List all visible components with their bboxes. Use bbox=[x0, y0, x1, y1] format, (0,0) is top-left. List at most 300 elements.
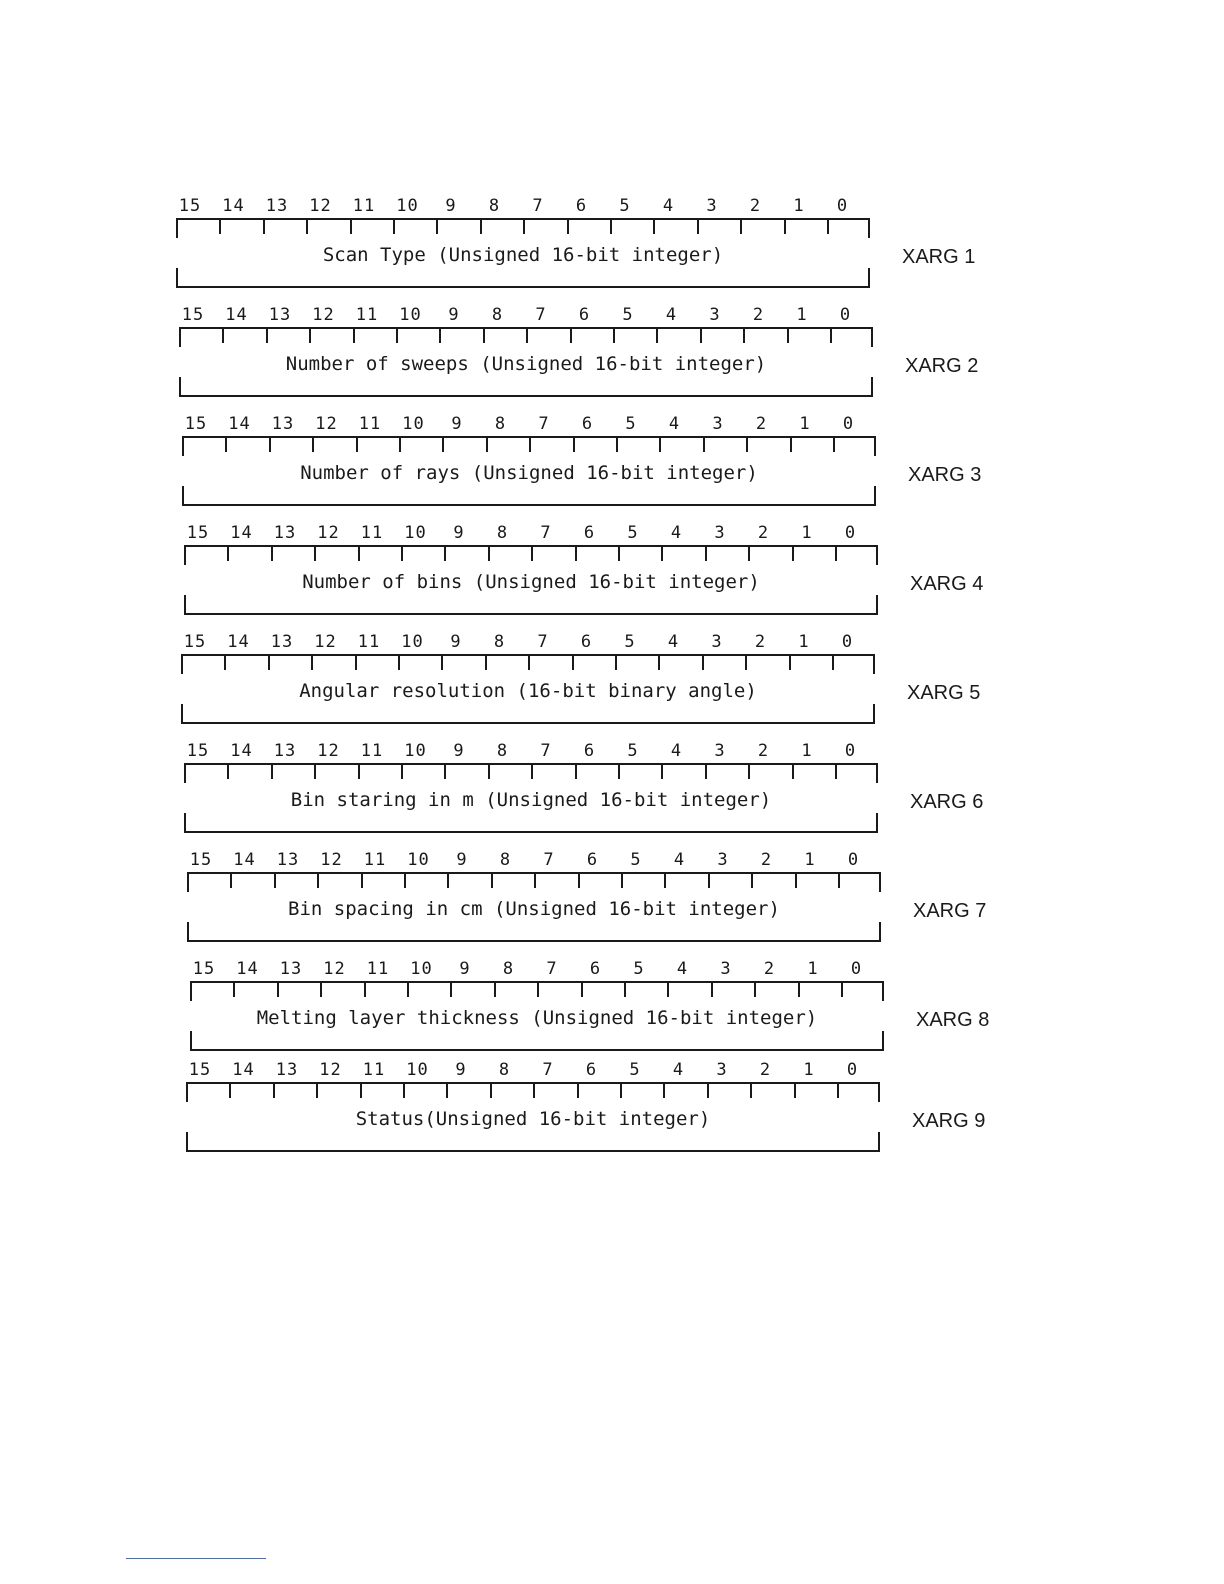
register-field bbox=[184, 545, 984, 615]
bit-tick bbox=[490, 1082, 492, 1098]
bit-tick bbox=[832, 654, 834, 670]
bit-tick bbox=[575, 763, 577, 779]
bit-number: 2 bbox=[752, 305, 765, 325]
bit-tick bbox=[312, 436, 314, 452]
bit-tick bbox=[743, 327, 745, 343]
bit-number-row bbox=[176, 196, 870, 218]
xarg-label: XARG 4 bbox=[910, 573, 984, 595]
bit-tick bbox=[317, 872, 319, 888]
bit-number: 11 bbox=[357, 632, 381, 652]
bit-tick bbox=[441, 654, 443, 670]
bit-number: 15 bbox=[178, 196, 202, 216]
bit-tick bbox=[404, 872, 406, 888]
bit-tick bbox=[488, 763, 490, 779]
bit-tick bbox=[488, 545, 490, 561]
bit-tick bbox=[353, 327, 355, 343]
bit-tick bbox=[620, 1082, 622, 1098]
bit-number: 11 bbox=[366, 959, 390, 979]
bit-tick bbox=[356, 436, 358, 452]
bit-tick bbox=[526, 327, 528, 343]
bit-number: 14 bbox=[228, 414, 251, 434]
register-field bbox=[184, 763, 984, 833]
bit-number: 8 bbox=[494, 414, 507, 434]
bit-tick bbox=[358, 763, 360, 779]
bit-tick bbox=[222, 327, 224, 343]
bit-tick bbox=[616, 436, 618, 452]
bit-tick bbox=[446, 1082, 448, 1098]
register-left-border bbox=[187, 872, 189, 892]
bit-tick bbox=[494, 981, 496, 997]
register-left-border bbox=[190, 981, 192, 1001]
register-right-border bbox=[874, 436, 876, 456]
bit-tick bbox=[439, 327, 441, 343]
bit-number: 14 bbox=[225, 305, 248, 325]
register-field-label: Number of bins (Unsigned 16-bit integer) bbox=[302, 571, 760, 593]
bit-number: 1 bbox=[807, 959, 819, 979]
bit-tick bbox=[444, 545, 446, 561]
register-right-border bbox=[876, 595, 878, 614]
bit-tick bbox=[407, 981, 409, 997]
register-field bbox=[179, 327, 979, 397]
register-field-label: Number of sweeps (Unsigned 16-bit integer) bbox=[285, 353, 767, 375]
bit-number: 11 bbox=[363, 850, 387, 870]
bit-tick bbox=[268, 654, 270, 670]
bit-number: 4 bbox=[672, 1060, 685, 1080]
bit-tick bbox=[533, 1082, 535, 1098]
register-left-border bbox=[179, 327, 181, 347]
bit-number: 4 bbox=[667, 632, 680, 652]
bit-number: 1 bbox=[801, 741, 813, 761]
bit-number: 3 bbox=[714, 523, 726, 543]
bit-number: 13 bbox=[273, 523, 297, 543]
bit-number: 1 bbox=[804, 850, 816, 870]
bit-tick bbox=[624, 981, 626, 997]
bit-number: 7 bbox=[535, 305, 547, 325]
bit-number: 2 bbox=[759, 1060, 772, 1080]
bit-number: 1 bbox=[798, 632, 810, 652]
xarg-label: XARG 7 bbox=[913, 900, 987, 922]
bit-number: 1 bbox=[803, 1060, 815, 1080]
bit-tick bbox=[398, 654, 400, 670]
bit-number: 13 bbox=[273, 741, 297, 761]
bit-number: 1 bbox=[793, 196, 805, 216]
bit-number-row bbox=[182, 414, 876, 436]
xarg-label: XARG 6 bbox=[910, 791, 984, 813]
bit-number: 3 bbox=[709, 305, 721, 325]
bit-number: 5 bbox=[630, 850, 642, 870]
bit-tick bbox=[316, 1082, 318, 1098]
register-left-border bbox=[184, 763, 186, 783]
bit-number: 14 bbox=[232, 1060, 255, 1080]
bit-tick bbox=[523, 218, 525, 234]
bit-number: 12 bbox=[315, 414, 338, 434]
bit-number: 1 bbox=[796, 305, 808, 325]
bit-number: 9 bbox=[453, 741, 465, 761]
bit-number: 0 bbox=[844, 523, 857, 543]
bit-number: 15 bbox=[189, 850, 213, 870]
bit-number: 8 bbox=[498, 1060, 511, 1080]
bit-number: 10 bbox=[396, 196, 419, 216]
xarg-label: XARG 5 bbox=[907, 682, 981, 704]
bit-number: 15 bbox=[186, 741, 210, 761]
bit-tick bbox=[653, 218, 655, 234]
bit-number: 13 bbox=[265, 196, 289, 216]
register-block-5 bbox=[181, 632, 981, 732]
bit-tick bbox=[827, 218, 829, 234]
bit-number: 13 bbox=[271, 414, 295, 434]
bit-tick bbox=[529, 436, 531, 452]
bit-number: 9 bbox=[450, 632, 462, 652]
bit-tick bbox=[450, 981, 452, 997]
bit-tick bbox=[789, 654, 791, 670]
bit-number-row bbox=[181, 632, 875, 654]
bit-tick bbox=[311, 654, 313, 670]
bit-tick bbox=[702, 654, 704, 670]
bit-tick bbox=[480, 218, 482, 234]
bit-tick bbox=[697, 218, 699, 234]
bit-tick bbox=[663, 1082, 665, 1098]
register-bottom-border bbox=[179, 395, 873, 397]
bit-number: 6 bbox=[589, 959, 602, 979]
bit-number-row bbox=[184, 741, 878, 763]
bit-number: 8 bbox=[499, 850, 512, 870]
bit-number: 8 bbox=[502, 959, 515, 979]
bit-tick bbox=[355, 654, 357, 670]
bit-number: 11 bbox=[352, 196, 376, 216]
register-left-border bbox=[186, 1082, 188, 1102]
bit-tick bbox=[314, 763, 316, 779]
bit-number: 10 bbox=[410, 959, 433, 979]
bit-number-row bbox=[187, 850, 881, 872]
bit-tick bbox=[787, 327, 789, 343]
register-block-7 bbox=[187, 850, 987, 950]
bit-tick bbox=[794, 1082, 796, 1098]
bit-tick bbox=[835, 763, 837, 779]
bit-tick bbox=[271, 763, 273, 779]
bit-number: 5 bbox=[619, 196, 631, 216]
bit-tick bbox=[798, 981, 800, 997]
bit-number: 14 bbox=[230, 523, 253, 543]
bit-number: 10 bbox=[404, 741, 427, 761]
bit-number: 4 bbox=[673, 850, 686, 870]
bit-number: 2 bbox=[763, 959, 776, 979]
bit-tick bbox=[838, 872, 840, 888]
bit-tick bbox=[837, 1082, 839, 1098]
bit-number: 11 bbox=[358, 414, 382, 434]
register-bottom-border bbox=[176, 286, 870, 288]
register-field-label: Angular resolution (16-bit binary angle) bbox=[299, 680, 757, 702]
bit-tick bbox=[621, 872, 623, 888]
register-left-border bbox=[176, 218, 178, 238]
bit-number: 4 bbox=[670, 523, 683, 543]
bit-number: 5 bbox=[629, 1060, 641, 1080]
bit-tick bbox=[233, 981, 235, 997]
register-bottom-border bbox=[190, 1049, 884, 1051]
register-field bbox=[181, 654, 981, 724]
bit-tick bbox=[790, 436, 792, 452]
bit-tick bbox=[707, 1082, 709, 1098]
bit-tick bbox=[401, 545, 403, 561]
bit-number: 7 bbox=[542, 1060, 554, 1080]
bit-number: 15 bbox=[183, 632, 207, 652]
bit-number: 7 bbox=[540, 523, 552, 543]
bit-tick bbox=[572, 654, 574, 670]
register-field bbox=[190, 981, 990, 1051]
bit-number: 3 bbox=[706, 196, 718, 216]
bit-tick bbox=[360, 1082, 362, 1098]
bit-number: 2 bbox=[754, 632, 767, 652]
register-bottom-border bbox=[181, 722, 875, 724]
register-right-border bbox=[876, 763, 878, 783]
bit-tick bbox=[350, 218, 352, 234]
bit-tick bbox=[537, 981, 539, 997]
register-field bbox=[186, 1082, 986, 1152]
bit-tick bbox=[700, 327, 702, 343]
bit-number: 7 bbox=[540, 741, 552, 761]
bit-tick bbox=[534, 872, 536, 888]
bit-number: 11 bbox=[362, 1060, 386, 1080]
bit-number: 2 bbox=[755, 414, 768, 434]
register-left-border bbox=[184, 813, 186, 832]
bit-number: 10 bbox=[406, 1060, 429, 1080]
bit-tick bbox=[229, 1082, 231, 1098]
register-left-border bbox=[190, 1031, 192, 1050]
bit-tick bbox=[531, 763, 533, 779]
bit-tick bbox=[403, 1082, 405, 1098]
register-left-border bbox=[181, 654, 183, 674]
register-right-border bbox=[868, 268, 870, 287]
bit-number: 3 bbox=[712, 414, 724, 434]
bit-tick bbox=[320, 981, 322, 997]
bit-tick bbox=[664, 872, 666, 888]
bit-tick bbox=[230, 872, 232, 888]
bit-number: 5 bbox=[627, 741, 639, 761]
bit-tick bbox=[227, 545, 229, 561]
bit-tick bbox=[491, 872, 493, 888]
bit-number: 12 bbox=[320, 850, 343, 870]
bit-tick bbox=[309, 327, 311, 343]
bit-tick bbox=[661, 763, 663, 779]
register-field-label: Bin spacing in cm (Unsigned 16-bit integer) bbox=[288, 898, 780, 920]
bit-number: 5 bbox=[627, 523, 639, 543]
register-block-8 bbox=[190, 959, 990, 1059]
bit-tick bbox=[225, 436, 227, 452]
bit-number: 7 bbox=[546, 959, 558, 979]
bit-number: 12 bbox=[319, 1060, 342, 1080]
register-right-border bbox=[876, 545, 878, 565]
bit-number: 0 bbox=[850, 959, 863, 979]
bit-number: 11 bbox=[360, 523, 384, 543]
bit-number: 9 bbox=[453, 523, 465, 543]
bit-number: 4 bbox=[670, 741, 683, 761]
xarg-label: XARG 1 bbox=[902, 246, 976, 268]
bit-number: 12 bbox=[309, 196, 332, 216]
bit-number: 5 bbox=[625, 414, 637, 434]
bit-number: 13 bbox=[275, 1060, 299, 1080]
bit-number: 10 bbox=[401, 632, 424, 652]
bit-number: 13 bbox=[279, 959, 303, 979]
bit-tick bbox=[748, 763, 750, 779]
bit-tick bbox=[578, 872, 580, 888]
bit-tick bbox=[841, 981, 843, 997]
bit-number: 15 bbox=[181, 305, 205, 325]
bit-number: 11 bbox=[355, 305, 379, 325]
register-field bbox=[187, 872, 987, 942]
register-field-label: Melting layer thickness (Unsigned 16-bit integer) bbox=[256, 1007, 818, 1029]
bit-number: 9 bbox=[455, 1060, 467, 1080]
bit-tick bbox=[613, 327, 615, 343]
bit-tick bbox=[746, 436, 748, 452]
xarg-label: XARG 8 bbox=[916, 1009, 990, 1031]
bit-tick bbox=[447, 872, 449, 888]
bit-tick bbox=[306, 218, 308, 234]
bit-number: 10 bbox=[407, 850, 430, 870]
bit-tick bbox=[486, 436, 488, 452]
register-field-label: Status(Unsigned 16-bit integer) bbox=[355, 1108, 711, 1130]
bit-tick bbox=[393, 218, 395, 234]
bit-number: 12 bbox=[312, 305, 335, 325]
bit-number: 8 bbox=[491, 305, 504, 325]
bit-number: 7 bbox=[538, 414, 550, 434]
bit-number: 11 bbox=[360, 741, 384, 761]
bit-tick bbox=[795, 872, 797, 888]
bit-number: 2 bbox=[757, 741, 770, 761]
bit-tick bbox=[573, 436, 575, 452]
bit-number: 8 bbox=[496, 741, 509, 761]
register-bottom-border bbox=[184, 613, 878, 615]
bit-number: 13 bbox=[276, 850, 300, 870]
bit-tick bbox=[361, 872, 363, 888]
register-right-border bbox=[873, 654, 875, 674]
bit-number: 10 bbox=[402, 414, 425, 434]
bit-number: 15 bbox=[192, 959, 216, 979]
register-block-1 bbox=[176, 196, 976, 296]
bit-tick bbox=[483, 327, 485, 343]
register-field bbox=[182, 436, 982, 506]
bit-number: 0 bbox=[839, 305, 852, 325]
register-left-border bbox=[182, 486, 184, 505]
bit-tick bbox=[618, 545, 620, 561]
bit-tick bbox=[750, 1082, 752, 1098]
register-right-border bbox=[871, 327, 873, 347]
register-block-9 bbox=[186, 1060, 986, 1160]
bit-number-row bbox=[184, 523, 878, 545]
bit-tick bbox=[667, 981, 669, 997]
bit-number: 3 bbox=[717, 850, 729, 870]
bit-tick bbox=[396, 327, 398, 343]
bit-number: 12 bbox=[323, 959, 346, 979]
bit-number: 15 bbox=[188, 1060, 212, 1080]
bit-tick bbox=[703, 436, 705, 452]
bit-number: 15 bbox=[186, 523, 210, 543]
register-right-border bbox=[879, 922, 881, 941]
bit-number: 0 bbox=[842, 414, 855, 434]
bit-number: 8 bbox=[488, 196, 501, 216]
register-left-border bbox=[176, 268, 178, 287]
bit-tick bbox=[399, 436, 401, 452]
bit-number: 6 bbox=[575, 196, 588, 216]
bit-number: 6 bbox=[583, 523, 596, 543]
xarg-label: XARG 3 bbox=[908, 464, 982, 486]
bit-number: 6 bbox=[578, 305, 591, 325]
register-block-2 bbox=[179, 305, 979, 405]
register-left-border bbox=[179, 377, 181, 396]
bit-tick bbox=[748, 545, 750, 561]
bit-tick bbox=[615, 654, 617, 670]
bit-number: 3 bbox=[714, 741, 726, 761]
bit-tick bbox=[751, 872, 753, 888]
bit-tick bbox=[436, 218, 438, 234]
bit-number: 2 bbox=[757, 523, 770, 543]
register-block-6 bbox=[184, 741, 984, 841]
bit-tick bbox=[656, 327, 658, 343]
bit-number: 10 bbox=[404, 523, 427, 543]
register-left-border bbox=[184, 545, 186, 565]
bit-number: 3 bbox=[720, 959, 732, 979]
bit-number: 9 bbox=[448, 305, 460, 325]
register-block-4 bbox=[184, 523, 984, 623]
register-right-border bbox=[882, 1031, 884, 1050]
bit-tick bbox=[577, 1082, 579, 1098]
register-right-border bbox=[878, 1082, 880, 1102]
bit-number: 3 bbox=[711, 632, 723, 652]
bit-number: 4 bbox=[662, 196, 675, 216]
bit-number: 12 bbox=[314, 632, 337, 652]
bit-number: 0 bbox=[844, 741, 857, 761]
bit-tick bbox=[266, 327, 268, 343]
bit-tick bbox=[269, 436, 271, 452]
bit-number: 6 bbox=[585, 1060, 598, 1080]
bit-number: 15 bbox=[184, 414, 208, 434]
register-right-border bbox=[878, 1132, 880, 1151]
footnote-separator bbox=[126, 1558, 266, 1559]
register-right-border bbox=[876, 813, 878, 832]
bit-tick bbox=[274, 872, 276, 888]
bit-tick bbox=[528, 654, 530, 670]
bit-tick bbox=[658, 654, 660, 670]
bit-number: 14 bbox=[222, 196, 245, 216]
bit-tick bbox=[708, 872, 710, 888]
bit-tick bbox=[618, 763, 620, 779]
bit-tick bbox=[705, 545, 707, 561]
bit-number: 9 bbox=[451, 414, 463, 434]
bit-tick bbox=[705, 763, 707, 779]
bit-tick bbox=[567, 218, 569, 234]
bit-number: 2 bbox=[749, 196, 762, 216]
bit-number: 13 bbox=[268, 305, 292, 325]
register-field-label: Bin staring in m (Unsigned 16-bit integer) bbox=[290, 789, 772, 811]
bit-tick bbox=[610, 218, 612, 234]
register-left-border bbox=[187, 922, 189, 941]
bit-number: 7 bbox=[532, 196, 544, 216]
register-left-border bbox=[186, 1132, 188, 1151]
register-right-border bbox=[871, 377, 873, 396]
bit-number: 4 bbox=[668, 414, 681, 434]
bit-number: 9 bbox=[459, 959, 471, 979]
register-left-border bbox=[181, 704, 183, 723]
register-right-border bbox=[882, 981, 884, 1001]
register-bottom-border bbox=[184, 831, 878, 833]
bit-number: 5 bbox=[622, 305, 634, 325]
bit-tick bbox=[784, 218, 786, 234]
bit-number: 0 bbox=[846, 1060, 859, 1080]
bit-tick bbox=[835, 545, 837, 561]
bit-tick bbox=[401, 763, 403, 779]
register-left-border bbox=[184, 595, 186, 614]
bit-tick bbox=[227, 763, 229, 779]
bit-tick bbox=[661, 545, 663, 561]
register-bottom-border bbox=[186, 1150, 880, 1152]
